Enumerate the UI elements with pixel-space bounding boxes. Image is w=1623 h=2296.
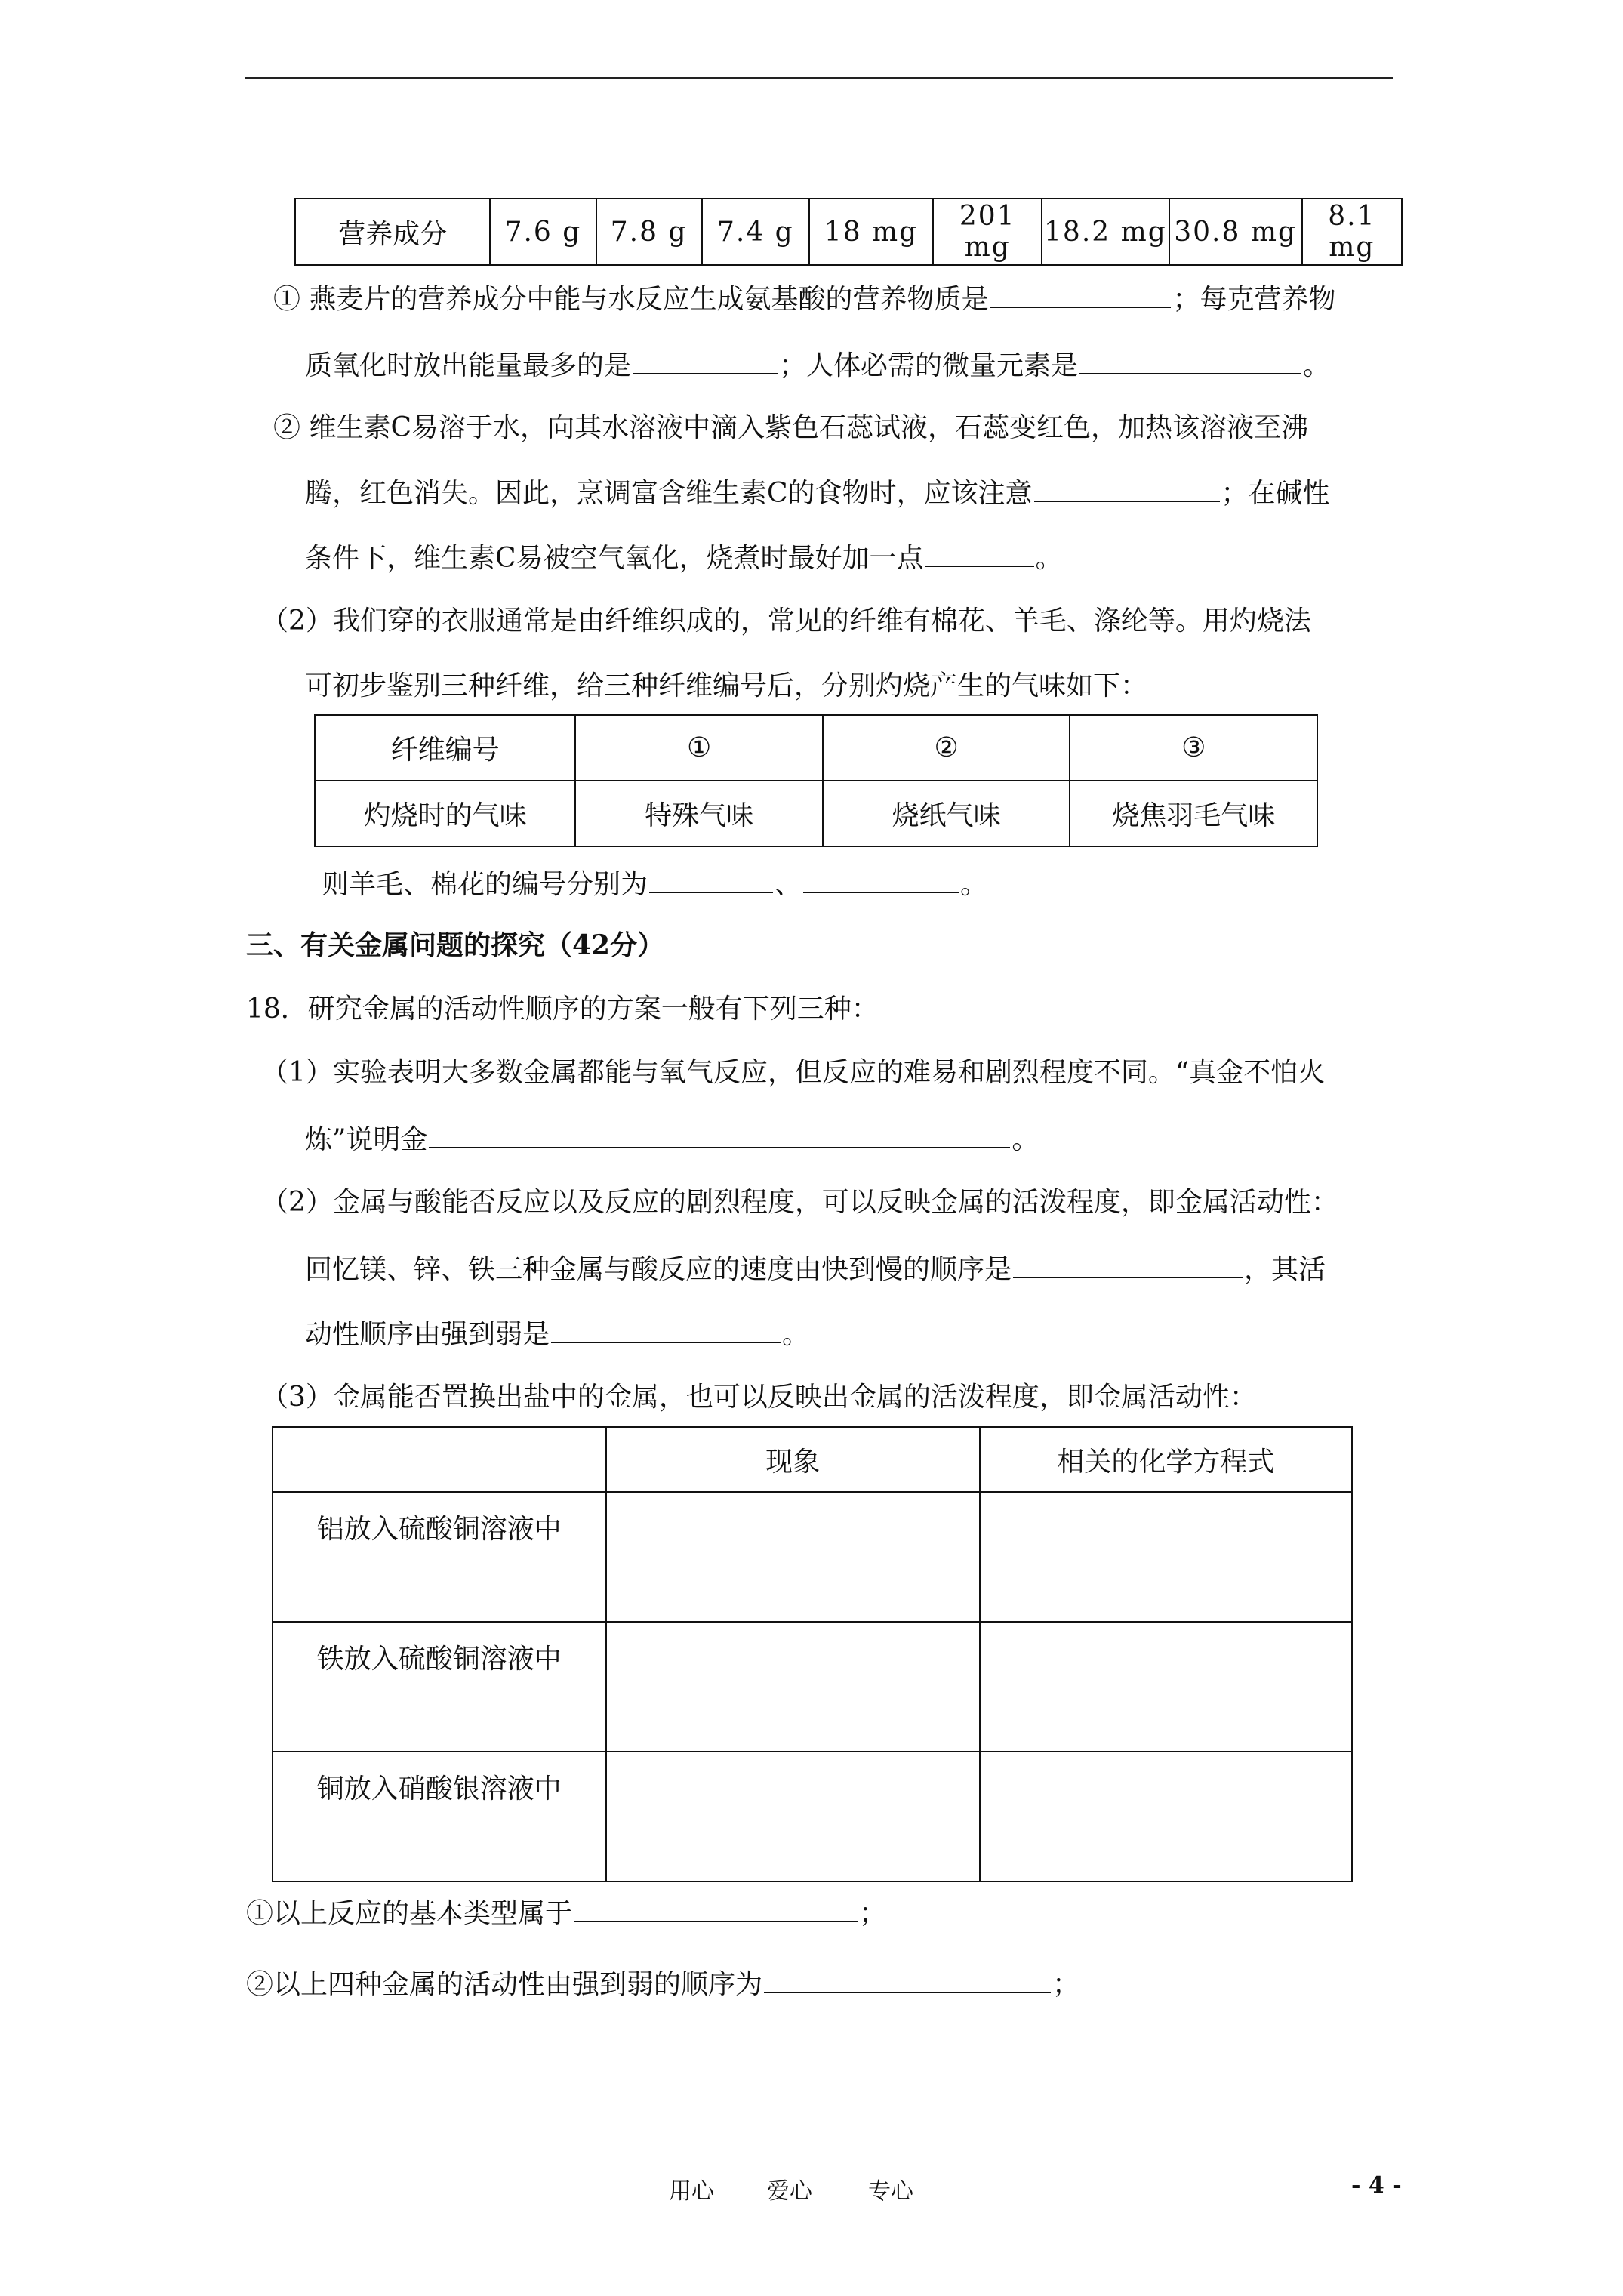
q17-1-1-line2: 质氧化时放出能量最多的是 ；人体必需的微量元素是 。 bbox=[305, 347, 1330, 383]
table-cell: 烧焦羽毛气味 bbox=[1070, 781, 1317, 846]
answer-blank[interactable] bbox=[633, 347, 778, 374]
q17-2-answer: 则羊毛、棉花的编号分别为 、 。 bbox=[322, 866, 987, 901]
table-cell: 铝放入硫酸铜溶液中 bbox=[273, 1492, 606, 1622]
answer-blank[interactable] bbox=[925, 540, 1034, 567]
answer-blank[interactable] bbox=[429, 1121, 1010, 1148]
table-cell: ② bbox=[823, 715, 1070, 781]
table-cell: 纤维编号 bbox=[315, 715, 575, 781]
header-rule bbox=[245, 77, 1393, 79]
table-cell: 相关的化学方程式 bbox=[980, 1427, 1352, 1492]
answer-blank[interactable] bbox=[1013, 1251, 1243, 1278]
answer-blank[interactable] bbox=[990, 281, 1171, 308]
answer-cell[interactable] bbox=[980, 1622, 1352, 1752]
footer-text-2: 爱心 bbox=[767, 2178, 812, 2205]
nutrition-table bbox=[294, 198, 1403, 266]
table-row bbox=[273, 1492, 1352, 1622]
fiber-table bbox=[314, 714, 1318, 847]
q17-2-line1: （2）我们穿的衣服通常是由纤维织成的，常见的纤维有棉花、羊毛、涤纶等。用灼烧法 bbox=[261, 606, 1311, 636]
nutrition-value: 7.6 g bbox=[490, 199, 596, 265]
answer-blank[interactable] bbox=[764, 1966, 1051, 1993]
q18-intro: 18．研究金属的活动性顺序的方案一般有下列三种： bbox=[246, 994, 879, 1025]
table-row bbox=[315, 715, 1317, 781]
q18-p1-line2: 炼”说明金 。 bbox=[305, 1121, 1039, 1157]
q18-p1-line1: （1）实验表明大多数金属都能与氧气反应，但反应的难易和剧烈程度不同。“真金不怕火 bbox=[261, 1057, 1326, 1088]
nutrition-value: 8.1 mg bbox=[1302, 199, 1402, 265]
nutrition-value: 201 mg bbox=[933, 199, 1042, 265]
q18-p2-line1: （2）金属与酸能否反应以及反应的剧烈程度，可以反映金属的活泼程度，即金属活动性： bbox=[261, 1187, 1338, 1218]
table-cell bbox=[273, 1427, 606, 1492]
q18-answer-2: ②以上四种金属的活动性由强到弱的顺序为 ； bbox=[246, 1966, 1079, 2002]
q17-1-2-line1: ② 维生素C易溶于水，向其水溶液中滴入紫色石蕊试液，石蕊变红色，加热该溶液至沸 bbox=[273, 412, 1309, 443]
table-row bbox=[315, 781, 1317, 846]
table-cell: 烧纸气味 bbox=[823, 781, 1070, 846]
answer-blank[interactable] bbox=[1034, 475, 1220, 502]
q17-2-line2: 可初步鉴别三种纤维，给三种纤维编号后，分别灼烧产生的气味如下： bbox=[305, 670, 1148, 701]
answer-blank[interactable] bbox=[803, 866, 959, 893]
nutrition-value: 30.8 mg bbox=[1169, 199, 1302, 265]
q17-1-2-line3: 条件下，维生素C易被空气氧化，烧煮时最好加一点 。 bbox=[305, 540, 1063, 575]
table-cell: 铜放入硝酸银溶液中 bbox=[273, 1752, 606, 1881]
answer-blank[interactable] bbox=[551, 1316, 781, 1343]
answer-blank[interactable] bbox=[649, 866, 773, 893]
table-cell: ① bbox=[575, 715, 823, 781]
answer-cell[interactable] bbox=[606, 1622, 980, 1752]
q17-1-1-line1: ① 燕麦片的营养成分中能与水反应生成氨基酸的营养物质是 ；每克营养物 bbox=[273, 281, 1336, 316]
q18-answer-1: ①以上反应的基本类型属于 ； bbox=[246, 1895, 886, 1931]
nutrition-value: 7.4 g bbox=[702, 199, 809, 265]
table-cell: 铁放入硫酸铜溶液中 bbox=[273, 1622, 606, 1752]
answer-cell[interactable] bbox=[980, 1492, 1352, 1622]
q18-p2-line3: 动性顺序由强到弱是 。 bbox=[305, 1316, 809, 1351]
table-row bbox=[273, 1622, 1352, 1752]
answer-cell[interactable] bbox=[606, 1752, 980, 1881]
answer-cell[interactable] bbox=[980, 1752, 1352, 1881]
nutrition-value: 18.2 mg bbox=[1042, 199, 1169, 265]
footer-text-3: 专心 bbox=[868, 2178, 913, 2205]
nutrition-value: 7.8 g bbox=[596, 199, 702, 265]
nutrition-label: 营养成分 bbox=[295, 199, 490, 265]
nutrition-value: 18 mg bbox=[809, 199, 933, 265]
page-number: - 4 - bbox=[1351, 2172, 1402, 2199]
answer-blank[interactable] bbox=[1079, 347, 1301, 374]
section-title: 三、有关金属问题的探究（42分） bbox=[246, 929, 665, 961]
answer-cell[interactable] bbox=[606, 1492, 980, 1622]
table-cell: 特殊气味 bbox=[575, 781, 823, 846]
metal-table bbox=[272, 1426, 1353, 1882]
q17-1-2-line2: 腾，红色消失。因此，烹调富含维生素C的食物时，应该注意 ；在碱性 bbox=[305, 475, 1330, 510]
table-cell: 灼烧时的气味 bbox=[315, 781, 575, 846]
q18-p2-line2: 回忆镁、锌、铁三种金属与酸反应的速度由快到慢的顺序是 ，其活 bbox=[305, 1251, 1326, 1287]
table-row bbox=[295, 199, 1402, 265]
table-row bbox=[273, 1752, 1352, 1881]
table-row bbox=[273, 1427, 1352, 1492]
table-cell: ③ bbox=[1070, 715, 1317, 781]
footer-text-1: 用心 bbox=[669, 2178, 714, 2205]
table-cell: 现象 bbox=[606, 1427, 980, 1492]
q18-p3-line1: （3）金属能否置换出盐中的金属，也可以反映出金属的活泼程度，即金属活动性： bbox=[261, 1382, 1257, 1413]
answer-blank[interactable] bbox=[574, 1895, 858, 1922]
